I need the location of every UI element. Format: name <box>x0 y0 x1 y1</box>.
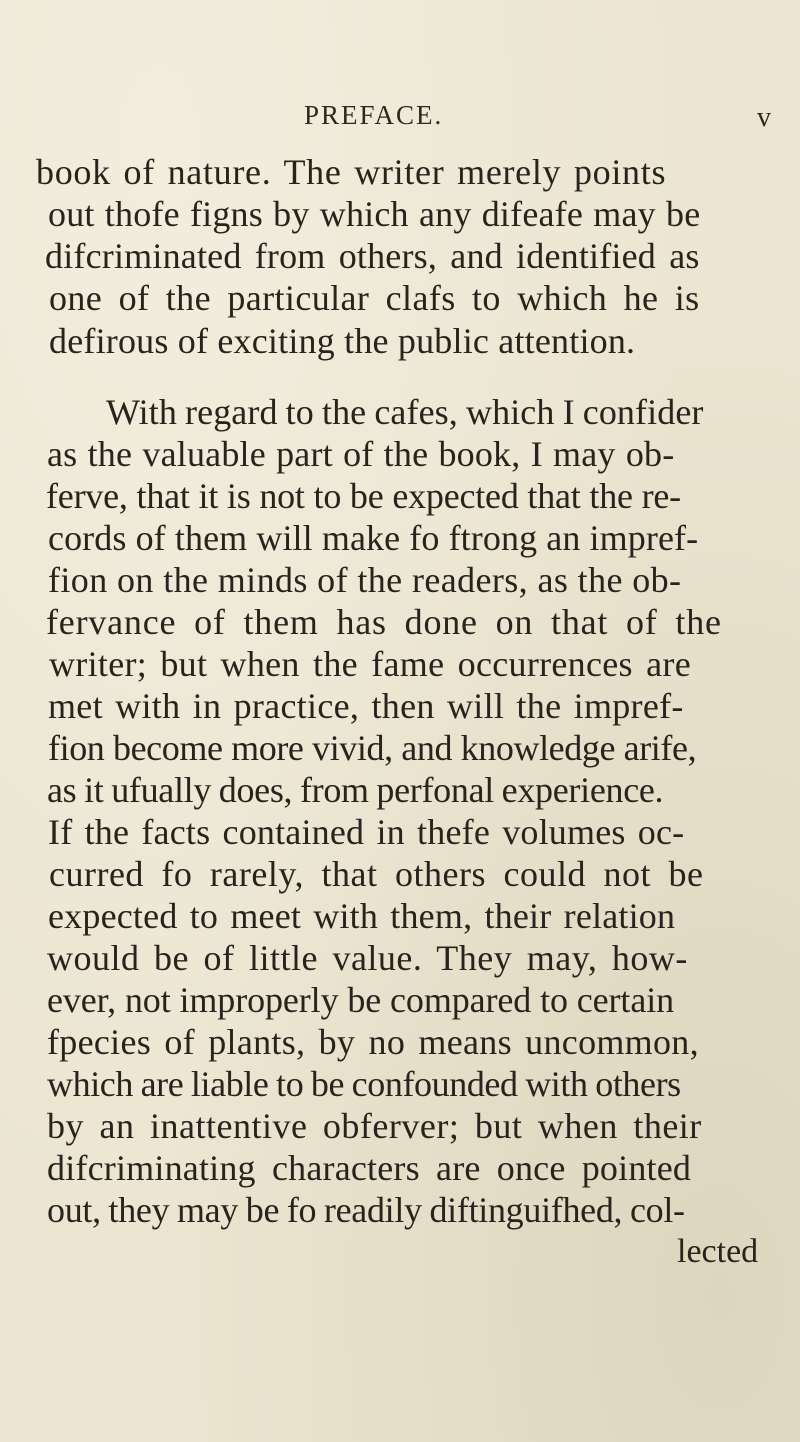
text-line: met with in practice, then will the impref- <box>48 686 684 726</box>
running-head-title: PREFACE. <box>304 100 444 130</box>
page-number: v <box>757 102 771 133</box>
text-line: as the valuable part of the book, I may ob- <box>47 434 675 474</box>
text-line: as it ufually does, from perfonal experience. <box>47 770 664 810</box>
text-line: fervance of them has done on that of the <box>46 602 722 642</box>
text-line: cords of them will make fo ftrong an impref- <box>48 518 699 558</box>
text-line: fion become more vivid, and knowledge arife, <box>48 728 697 768</box>
text-line: out thofe figns by which any difeafe may be <box>48 194 701 234</box>
text-line: expected to meet with them, their relation <box>48 896 676 936</box>
text-line: writer; but when the fame occurrences are <box>49 644 691 684</box>
text-line: out, they may be fo readily diftinguifhed, col- <box>47 1190 685 1230</box>
text-line: one of the particular clafs to which he is <box>49 278 700 318</box>
text-line: With regard to the cafes, which I confider <box>106 392 704 432</box>
text-line: difcriminated from others, and identified as <box>45 236 700 276</box>
text-line: ever, not improperly be compared to certain <box>47 980 675 1020</box>
text-line: curred fo rarely, that others could not be <box>49 854 704 894</box>
text-line: fpecies of plants, by no means uncommon, <box>47 1022 699 1062</box>
running-head <box>0 100 800 140</box>
text-line: If the facts contained in thefe volumes oc- <box>48 812 685 852</box>
text-line: by an inattentive obferver; but when their <box>47 1106 702 1146</box>
text-line: book of nature. The writer merely points <box>36 152 667 192</box>
text-line: fion on the minds of the readers, as the ob- <box>48 560 682 600</box>
text-line: defirous of exciting the public attention. <box>49 321 636 361</box>
text-line: would be of little value. They may, how- <box>47 938 688 978</box>
text-line: ferve, that it is not to be expected that the re- <box>46 476 681 516</box>
text-line: difcriminating characters are once pointed <box>47 1148 692 1188</box>
text-line: which are liable to be confounded with others <box>47 1064 681 1104</box>
catchword: lected <box>677 1233 759 1270</box>
